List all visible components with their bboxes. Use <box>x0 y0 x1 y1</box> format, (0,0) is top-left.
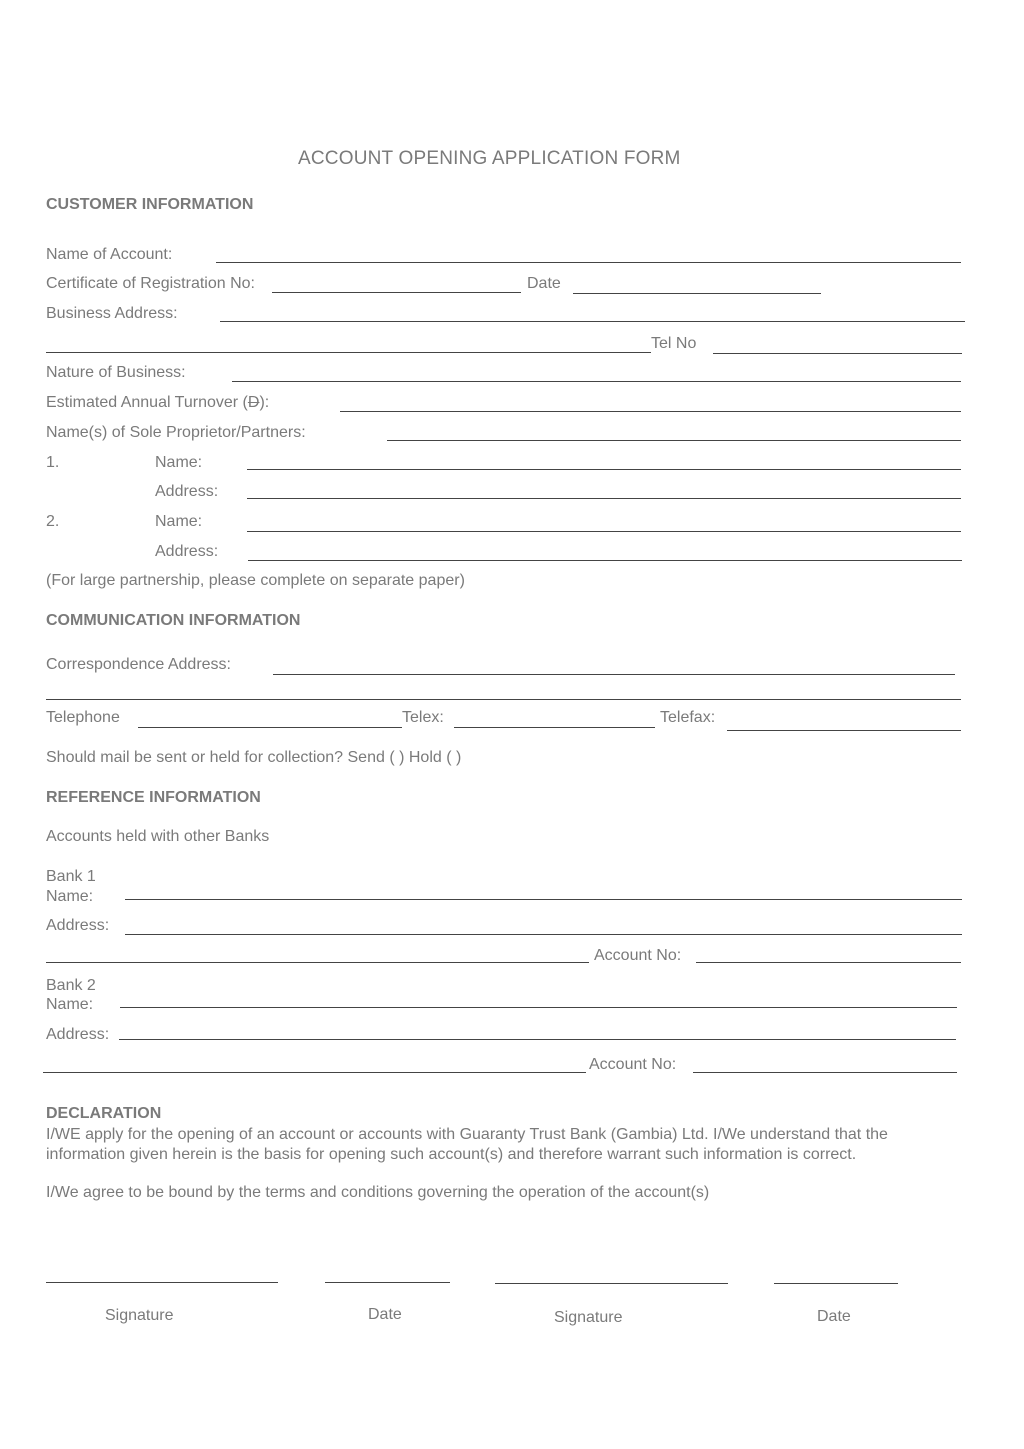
bank2-account-field[interactable] <box>693 1072 957 1073</box>
declaration-text: I/WE apply for the opening of an account or accounts with Guaranty Trust Bank (Gambia) Ltd. I/We understand that the information given herein is the basis for opening such account(s) and therefore warrant such information is correct. <box>46 1126 888 1163</box>
date-line-1[interactable] <box>325 1282 450 1283</box>
nature-of-business-field[interactable] <box>232 381 961 382</box>
bank2-address-field-line2[interactable] <box>43 1072 586 1073</box>
communication-info-heading: COMMUNICATION INFORMATION <box>46 612 301 629</box>
cert-date-label: Date <box>527 275 561 292</box>
turnover-field[interactable] <box>340 411 961 412</box>
telephone-field[interactable] <box>138 727 402 728</box>
date-line-2[interactable] <box>774 1283 898 1284</box>
turnover-label-prefix: Estimated Annual Turnover ( <box>46 394 248 411</box>
date-label-1: Date <box>368 1306 402 1323</box>
business-address-field[interactable] <box>220 321 965 322</box>
signature-line-1[interactable] <box>46 1282 278 1283</box>
turnover-label <box>46 394 269 412</box>
bank1-address-field[interactable] <box>125 934 962 935</box>
business-address-field-line2[interactable] <box>46 352 651 353</box>
correspondence-address-field-line2[interactable] <box>46 699 961 700</box>
customer-info-heading: CUSTOMER INFORMATION <box>46 196 254 213</box>
business-address-label: Business Address: <box>46 305 178 322</box>
proprietors-field[interactable] <box>387 440 961 441</box>
bank1-account-field[interactable] <box>696 962 961 963</box>
partner2-name-label: Name: <box>155 513 203 530</box>
correspondence-address-label: Correspondence Address: <box>46 656 231 673</box>
telefax-field[interactable] <box>727 730 961 731</box>
form-title: ACCOUNT OPENING APPLICATION FORM <box>298 148 681 169</box>
partner2-address-label: Address: <box>155 543 219 560</box>
partner1-name-label: Name: <box>155 454 203 471</box>
signature-line-2[interactable] <box>495 1283 728 1284</box>
bank1-label: Bank 1 <box>46 868 96 885</box>
bank2-name-label: Name: <box>46 996 94 1013</box>
partner1-address-label: Address: <box>155 483 219 500</box>
mail-collection-question: Should mail be sent or held for collection? Send ( ) Hold ( ) <box>46 749 462 766</box>
bank2-label: Bank 2 <box>46 977 96 994</box>
other-banks-label: Accounts held with other Banks <box>46 828 270 845</box>
date-label-2: Date <box>817 1308 851 1325</box>
cert-reg-no-field[interactable] <box>272 292 521 293</box>
large-partnership-note: (For large partnership, please complete on separate paper) <box>46 572 465 589</box>
cert-reg-no-label: Certificate of Registration No: <box>46 275 255 292</box>
bank1-address-label: Address: <box>46 917 110 934</box>
signature-label-1: Signature <box>105 1307 174 1324</box>
bank1-name-field[interactable] <box>125 899 962 900</box>
telephone-label: Telephone <box>46 709 120 726</box>
bank1-name-label: Name: <box>46 888 94 905</box>
partner2-address-field[interactable] <box>248 560 962 561</box>
partner2-number: 2. <box>46 513 60 530</box>
signature-label-2: Signature <box>554 1309 623 1326</box>
proprietors-label: Name(s) of Sole Proprietor/Partners: <box>46 424 306 441</box>
partner1-name-field[interactable] <box>247 469 961 470</box>
tel-no-field[interactable] <box>713 353 962 354</box>
bank1-account-label: Account No: <box>594 947 682 964</box>
name-of-account-label: Name of Account: <box>46 246 173 263</box>
reference-info-heading: REFERENCE INFORMATION <box>46 789 261 806</box>
turnover-label-suffix: ): <box>259 394 270 411</box>
name-of-account-field[interactable] <box>216 262 961 263</box>
bank2-address-label: Address: <box>46 1026 110 1043</box>
partner1-number: 1. <box>46 454 60 471</box>
bank2-name-field[interactable] <box>120 1007 957 1008</box>
declaration-heading: DECLARATION <box>46 1105 162 1122</box>
partner2-name-field[interactable] <box>247 531 961 532</box>
declaration-agreement: I/We agree to be bound by the terms and conditions governing the operation of the account(s) <box>46 1184 710 1201</box>
correspondence-address-field[interactable] <box>273 674 955 675</box>
telex-field[interactable] <box>454 727 655 728</box>
partner1-address-field[interactable] <box>247 498 961 499</box>
dalasi-symbol: D <box>247 394 260 411</box>
telefax-label: Telefax: <box>660 709 716 726</box>
bank2-account-label: Account No: <box>589 1056 677 1073</box>
tel-no-label: Tel No <box>651 335 697 352</box>
cert-date-field[interactable] <box>573 293 821 294</box>
bank2-address-field[interactable] <box>119 1039 956 1040</box>
nature-of-business-label: Nature of Business: <box>46 364 186 381</box>
bank1-address-field-line2[interactable] <box>46 962 589 963</box>
telex-label: Telex: <box>402 709 444 726</box>
